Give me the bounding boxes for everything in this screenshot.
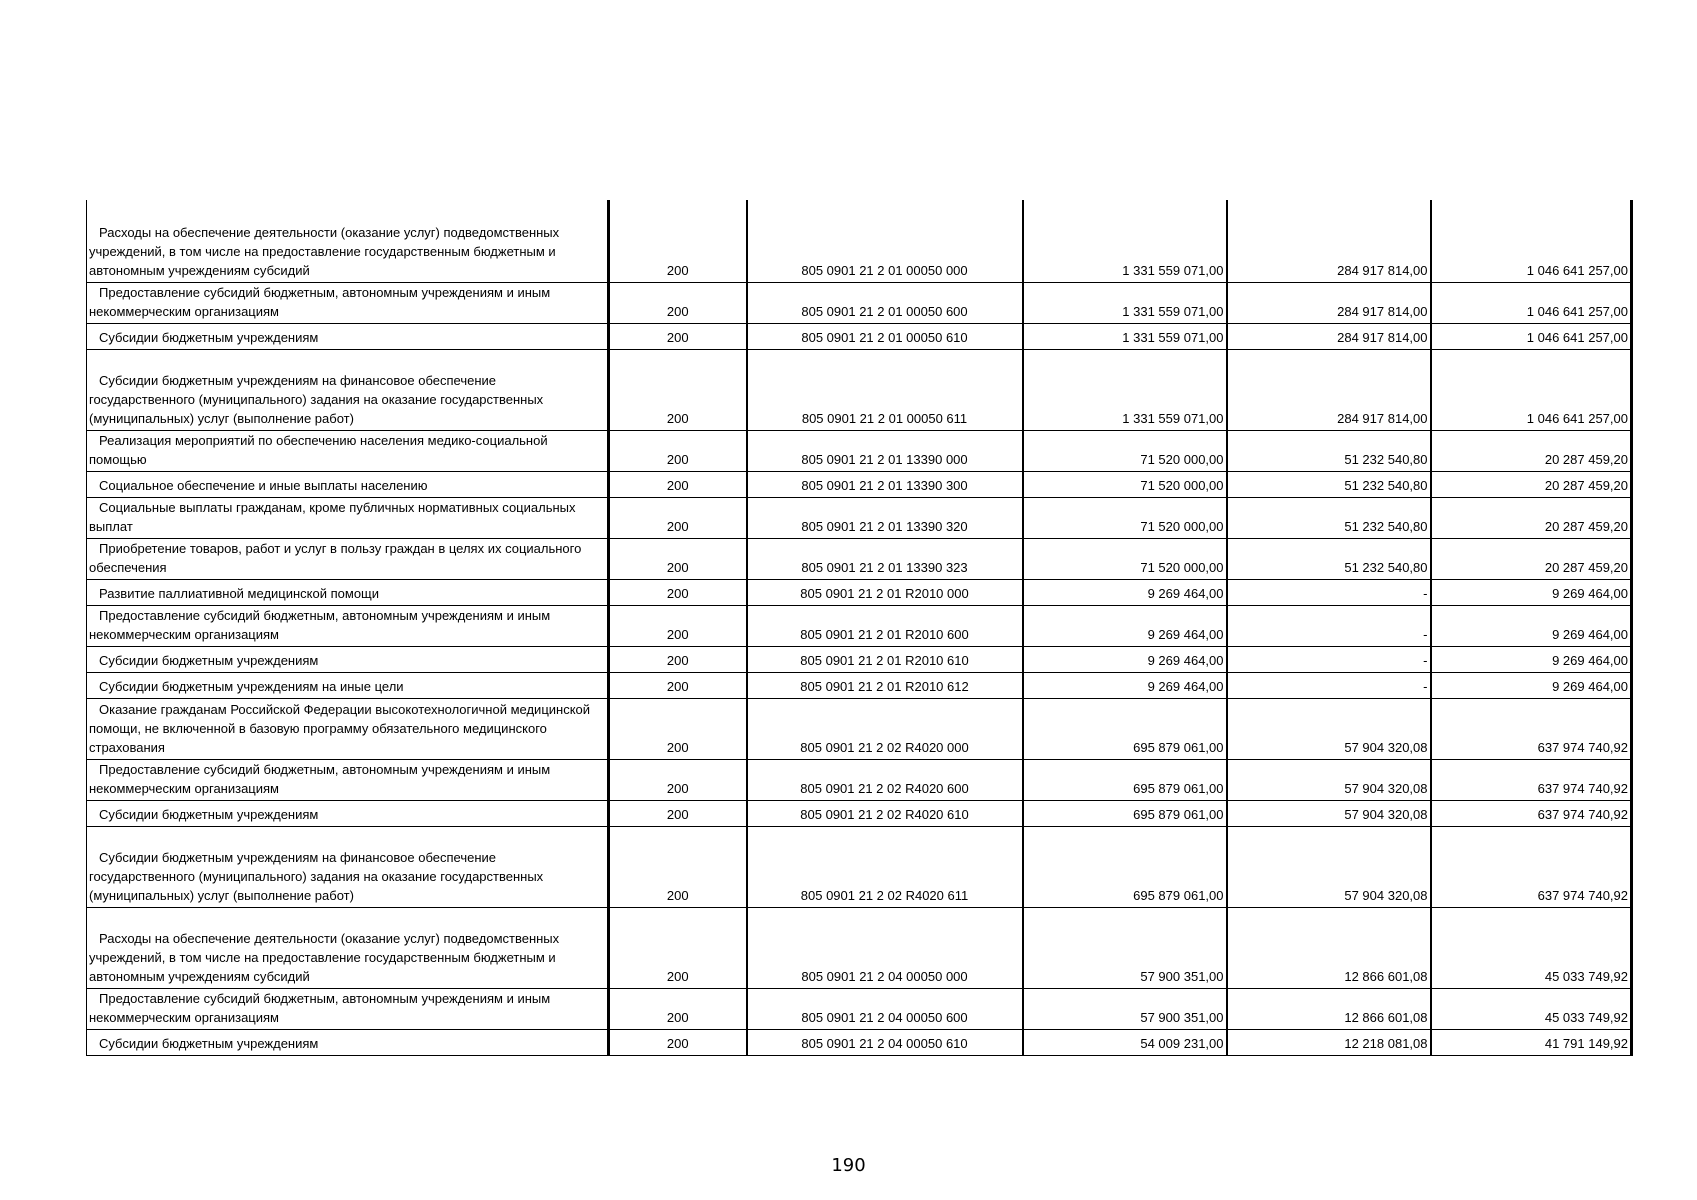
row-executed-cell: 51 232 540,80 — [1227, 538, 1431, 579]
row-executed-cell: 57 904 320,08 — [1227, 800, 1431, 826]
row-name-cell — [87, 672, 609, 698]
row-name-cell — [87, 826, 609, 907]
row-classification-cell: 805 0901 21 2 04 00050 600 — [747, 988, 1023, 1029]
row-name-cell — [87, 471, 609, 497]
row-classification-cell: 805 0901 21 2 01 13390 000 — [747, 430, 1023, 471]
row-classification-cell: 805 0901 21 2 01 00050 611 — [747, 349, 1023, 430]
row-name-text: Субсидии бюджетным учреждениям — [99, 1035, 319, 1051]
row-remaining-cell: 9 269 464,00 — [1431, 646, 1632, 672]
row-remaining-cell: 637 974 740,92 — [1431, 759, 1632, 800]
row-executed-cell: - — [1227, 672, 1431, 698]
table-row — [87, 471, 1632, 497]
table-row — [87, 579, 1632, 605]
row-name-cell — [87, 579, 609, 605]
row-name-text: Оказание гражданам Российской Федерации высокотехнологичной медицинской помощи, не включенной в базовую программу обязательного медицинского страхования — [89, 701, 591, 755]
row-remaining-cell: 45 033 749,92 — [1431, 988, 1632, 1029]
row-code-cell: 200 — [609, 282, 747, 323]
row-executed-cell: - — [1227, 605, 1431, 646]
row-executed-cell: 57 904 320,08 — [1227, 759, 1431, 800]
table-row — [87, 646, 1632, 672]
row-name-text: Социальное обеспечение и иные выплаты населению — [99, 477, 428, 493]
row-classification-cell: 805 0901 21 2 01 R2010 610 — [747, 646, 1023, 672]
row-name-cell — [87, 538, 609, 579]
row-executed-cell: 57 904 320,08 — [1227, 826, 1431, 907]
row-executed-cell: 51 232 540,80 — [1227, 497, 1431, 538]
table-body — [87, 200, 1632, 1055]
row-name-text: Предоставление субсидий бюджетным, автономным учреждениям и иным некоммерческим организациям — [89, 761, 551, 796]
row-classification-cell: 805 0901 21 2 01 13390 320 — [747, 497, 1023, 538]
row-classification-cell: 805 0901 21 2 01 00050 600 — [747, 282, 1023, 323]
row-remaining-cell: 637 974 740,92 — [1431, 698, 1632, 759]
row-approved-cell: 1 331 559 071,00 — [1023, 282, 1227, 323]
row-classification-cell: 805 0901 21 2 02 R4020 600 — [747, 759, 1023, 800]
row-approved-cell: 1 331 559 071,00 — [1023, 200, 1227, 282]
row-remaining-cell: 9 269 464,00 — [1431, 579, 1632, 605]
row-approved-cell: 695 879 061,00 — [1023, 698, 1227, 759]
row-approved-cell: 1 331 559 071,00 — [1023, 323, 1227, 349]
row-code-cell: 200 — [609, 323, 747, 349]
row-name-cell — [87, 698, 609, 759]
row-name-text: Субсидии бюджетным учреждениям — [99, 329, 319, 345]
row-name-cell — [87, 988, 609, 1029]
row-code-cell: 200 — [609, 200, 747, 282]
row-code-cell: 200 — [609, 497, 747, 538]
row-classification-cell: 805 0901 21 2 02 R4020 611 — [747, 826, 1023, 907]
row-approved-cell: 71 520 000,00 — [1023, 497, 1227, 538]
row-name-text: Расходы на обеспечение деятельности (оказание услуг) подведомственных учреждений, в том числе на предоставление государственным бюджетным и автономным учреждениям субсидий — [89, 224, 560, 278]
row-classification-cell: 805 0901 21 2 01 13390 300 — [747, 471, 1023, 497]
row-code-cell: 200 — [609, 471, 747, 497]
row-executed-cell: - — [1227, 579, 1431, 605]
table-row — [87, 1029, 1632, 1055]
row-code-cell: 200 — [609, 672, 747, 698]
row-remaining-cell: 20 287 459,20 — [1431, 538, 1632, 579]
table-row — [87, 282, 1632, 323]
row-name-cell — [87, 349, 609, 430]
row-name-text: Предоставление субсидий бюджетным, автономным учреждениям и иным некоммерческим организациям — [89, 607, 551, 642]
row-classification-cell: 805 0901 21 2 02 R4020 610 — [747, 800, 1023, 826]
row-name-cell — [87, 1029, 609, 1055]
table-row — [87, 538, 1632, 579]
row-approved-cell: 9 269 464,00 — [1023, 605, 1227, 646]
budget-execution-table — [86, 200, 1633, 1056]
row-remaining-cell: 637 974 740,92 — [1431, 826, 1632, 907]
row-code-cell: 200 — [609, 538, 747, 579]
row-remaining-cell: 20 287 459,20 — [1431, 471, 1632, 497]
row-executed-cell: - — [1227, 646, 1431, 672]
row-approved-cell: 695 879 061,00 — [1023, 826, 1227, 907]
row-remaining-cell: 45 033 749,92 — [1431, 907, 1632, 988]
row-code-cell: 200 — [609, 907, 747, 988]
row-name-cell — [87, 646, 609, 672]
row-executed-cell: 12 218 081,08 — [1227, 1029, 1431, 1055]
row-classification-cell: 805 0901 21 2 01 00050 610 — [747, 323, 1023, 349]
row-name-text: Субсидии бюджетным учреждениям на финансовое обеспечение государственного (муниципального) задания на оказание государственных (муниципальных) услуг (выполнение работ) — [89, 849, 544, 903]
row-code-cell: 200 — [609, 698, 747, 759]
row-code-cell: 200 — [609, 988, 747, 1029]
row-remaining-cell: 20 287 459,20 — [1431, 430, 1632, 471]
row-remaining-cell: 20 287 459,20 — [1431, 497, 1632, 538]
row-name-text: Предоставление субсидий бюджетным, автономным учреждениям и иным некоммерческим организациям — [89, 284, 551, 319]
row-name-cell — [87, 430, 609, 471]
row-code-cell: 200 — [609, 646, 747, 672]
table-row — [87, 200, 1632, 282]
row-classification-cell: 805 0901 21 2 02 R4020 000 — [747, 698, 1023, 759]
row-executed-cell: 284 917 814,00 — [1227, 323, 1431, 349]
row-name-cell — [87, 200, 609, 282]
row-executed-cell: 284 917 814,00 — [1227, 282, 1431, 323]
row-remaining-cell: 1 046 641 257,00 — [1431, 200, 1632, 282]
table-row — [87, 988, 1632, 1029]
row-code-cell: 200 — [609, 349, 747, 430]
row-approved-cell: 71 520 000,00 — [1023, 430, 1227, 471]
row-executed-cell: 51 232 540,80 — [1227, 471, 1431, 497]
row-name-cell — [87, 497, 609, 538]
row-remaining-cell: 1 046 641 257,00 — [1431, 282, 1632, 323]
row-approved-cell: 695 879 061,00 — [1023, 759, 1227, 800]
row-approved-cell: 71 520 000,00 — [1023, 538, 1227, 579]
row-approved-cell: 695 879 061,00 — [1023, 800, 1227, 826]
page-number: 190 — [831, 1155, 866, 1176]
row-executed-cell: 284 917 814,00 — [1227, 349, 1431, 430]
row-name-text: Субсидии бюджетным учреждениям на иные цели — [99, 678, 404, 694]
row-classification-cell: 805 0901 21 2 01 00050 000 — [747, 200, 1023, 282]
row-name-text: Субсидии бюджетным учреждениям — [99, 806, 319, 822]
row-remaining-cell: 1 046 641 257,00 — [1431, 349, 1632, 430]
row-executed-cell: 284 917 814,00 — [1227, 200, 1431, 282]
row-code-cell: 200 — [609, 579, 747, 605]
row-approved-cell: 9 269 464,00 — [1023, 672, 1227, 698]
row-classification-cell: 805 0901 21 2 01 R2010 612 — [747, 672, 1023, 698]
row-classification-cell: 805 0901 21 2 04 00050 610 — [747, 1029, 1023, 1055]
row-name-text: Развитие паллиативной медицинской помощи — [99, 585, 380, 601]
row-code-cell: 200 — [609, 1029, 747, 1055]
row-executed-cell: 12 866 601,08 — [1227, 907, 1431, 988]
row-remaining-cell: 637 974 740,92 — [1431, 800, 1632, 826]
row-name-text: Реализация мероприятий по обеспечению населения медико-социальной помощью — [89, 432, 548, 467]
table-row — [87, 672, 1632, 698]
row-code-cell: 200 — [609, 605, 747, 646]
row-approved-cell: 57 900 351,00 — [1023, 907, 1227, 988]
row-name-cell — [87, 759, 609, 800]
table-row — [87, 430, 1632, 471]
row-remaining-cell: 9 269 464,00 — [1431, 605, 1632, 646]
row-classification-cell: 805 0901 21 2 04 00050 000 — [747, 907, 1023, 988]
row-executed-cell: 51 232 540,80 — [1227, 430, 1431, 471]
row-approved-cell: 9 269 464,00 — [1023, 646, 1227, 672]
table-row — [87, 605, 1632, 646]
row-classification-cell: 805 0901 21 2 01 13390 323 — [747, 538, 1023, 579]
table-row — [87, 800, 1632, 826]
row-approved-cell: 71 520 000,00 — [1023, 471, 1227, 497]
row-classification-cell: 805 0901 21 2 01 R2010 000 — [747, 579, 1023, 605]
row-name-text: Субсидии бюджетным учреждениям — [99, 652, 319, 668]
row-executed-cell: 57 904 320,08 — [1227, 698, 1431, 759]
row-approved-cell: 57 900 351,00 — [1023, 988, 1227, 1029]
row-name-text: Приобретение товаров, работ и услуг в пользу граждан в целях их социального обеспечения — [89, 540, 582, 575]
row-name-text: Субсидии бюджетным учреждениям на финансовое обеспечение государственного (муниципального) задания на оказание государственных (муниципальных) услуг (выполнение работ) — [89, 372, 544, 426]
table-row — [87, 323, 1632, 349]
row-executed-cell: 12 866 601,08 — [1227, 988, 1431, 1029]
row-name-cell — [87, 323, 609, 349]
row-remaining-cell: 1 046 641 257,00 — [1431, 323, 1632, 349]
table-row — [87, 826, 1632, 907]
row-name-cell — [87, 800, 609, 826]
table-row — [87, 349, 1632, 430]
row-code-cell: 200 — [609, 826, 747, 907]
row-remaining-cell: 41 791 149,92 — [1431, 1029, 1632, 1055]
row-name-text: Социальные выплаты гражданам, кроме публичных нормативных социальных выплат — [89, 499, 576, 534]
row-approved-cell: 9 269 464,00 — [1023, 579, 1227, 605]
row-approved-cell: 1 331 559 071,00 — [1023, 349, 1227, 430]
table-row — [87, 907, 1632, 988]
table-row — [87, 698, 1632, 759]
row-code-cell: 200 — [609, 800, 747, 826]
row-classification-cell: 805 0901 21 2 01 R2010 600 — [747, 605, 1023, 646]
row-name-text: Расходы на обеспечение деятельности (оказание услуг) подведомственных учреждений, в том числе на предоставление государственным бюджетным и автономным учреждениям субсидий — [89, 930, 560, 984]
row-remaining-cell: 9 269 464,00 — [1431, 672, 1632, 698]
table-row — [87, 759, 1632, 800]
row-name-cell — [87, 907, 609, 988]
table-row — [87, 497, 1632, 538]
row-name-cell — [87, 282, 609, 323]
row-code-cell: 200 — [609, 759, 747, 800]
row-name-text: Предоставление субсидий бюджетным, автономным учреждениям и иным некоммерческим организациям — [89, 990, 551, 1025]
row-approved-cell: 54 009 231,00 — [1023, 1029, 1227, 1055]
row-code-cell: 200 — [609, 430, 747, 471]
row-name-cell — [87, 605, 609, 646]
